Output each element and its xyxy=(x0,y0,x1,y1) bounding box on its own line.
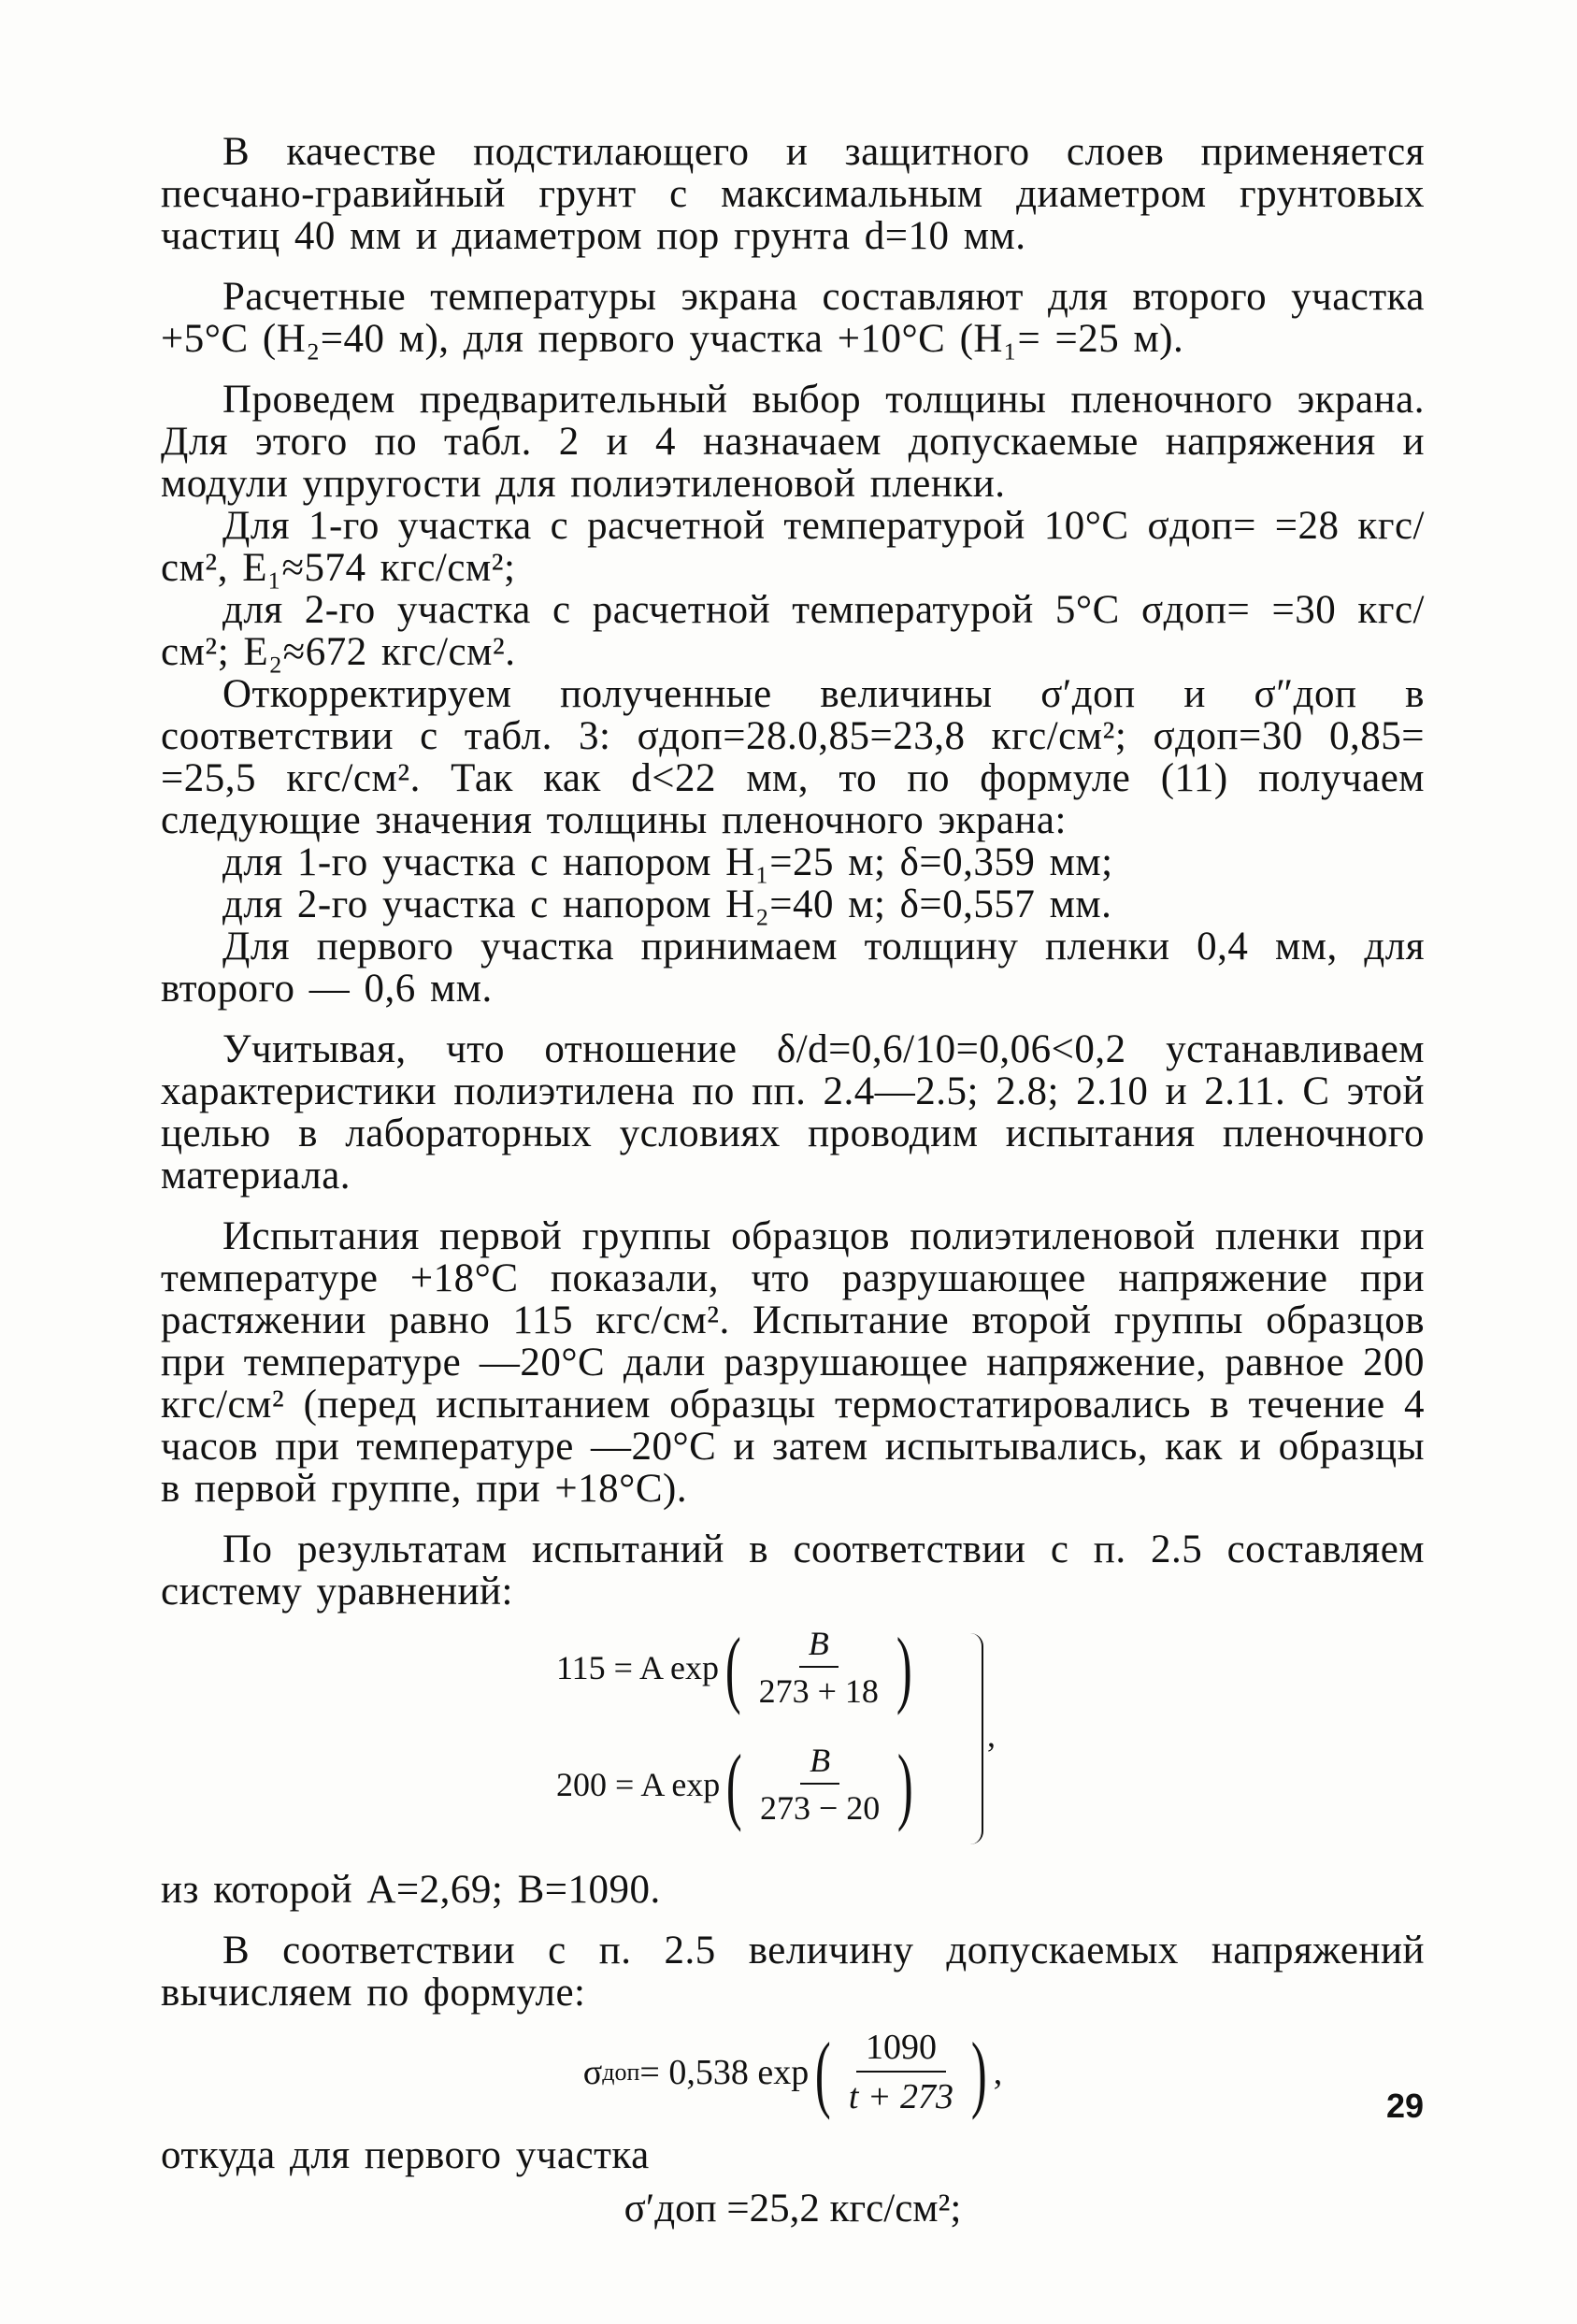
sigma-symbol: σ xyxy=(582,2052,603,2092)
denominator: t + 273 xyxy=(848,2077,954,2116)
paragraph: В соответствии с п. 2.5 величину допускаемых напряжений вычисляем по формуле: xyxy=(161,1929,1425,2015)
paragraph: откуда для первого участка xyxy=(161,2133,650,2177)
page-body xyxy=(161,131,1425,2231)
paragraph: Расчетные температуры экрана составляют для второго участка +5°С (H₂=40 м), для первого участка +10°С (H₁= =25 м). xyxy=(161,275,1425,361)
equation-system xyxy=(161,1619,1425,1858)
sigma-subscript: доп xyxy=(602,2058,640,2086)
numerator: B xyxy=(800,1741,839,1785)
paragraph: По результатам испытаний в соответствии с п. 2.5 составляем систему уравнений: xyxy=(161,1528,1425,1614)
stress-formula xyxy=(161,2024,1425,2120)
paragraph: Проведем предварительный выбор толщины пленочного экрана. Для этого по табл. 2 и 4 назначаем допускаемые напряжения и модули упругости для полиэтиленовой пленки. xyxy=(161,378,1425,506)
left-paren: ( xyxy=(815,2024,831,2120)
system-brace xyxy=(967,1633,983,1844)
equation-lhs: 115 = A exp xyxy=(556,1648,719,1686)
result-line: σ′доп =25,2 кгс/см²; xyxy=(624,2187,962,2231)
paragraph: Испытания первой группы образцов полиэтиленовой пленки при температуре +18°С показали, что разрушающее напряжение при растяжении равно 115 кгс/см². Испытание второй группы образцов при температуре —20°С дали разрушающее напряжение, равное 200 кгс/см² (перед испытанием образцы термостатировались в течение 4 часов при температуре —20°С и затем испытывались, как и образцы в первой группе, при +18°С). xyxy=(161,1214,1425,1511)
paragraph: для 2-го участка с напором H₂=40 м; δ=0,557 мм. xyxy=(222,882,1112,926)
equation-lhs: 200 = A exp xyxy=(556,1765,721,1803)
equation-1 xyxy=(556,1619,919,1715)
paragraph: для 1-го участка с напором H₁=25 м; δ=0,359 мм; xyxy=(222,840,1113,884)
paragraph: Откорректируем полученные величины σ′доп и σ″доп в соответствии с табл. 3: σдоп=28.0,85=23,8 кгс/см²; σдоп=30 0,85= =25,5 кгс/см². Так как d<22 мм, то по формуле (11) получаем следующие значения толщины пленочного экрана: xyxy=(161,672,1425,842)
paragraph: В качестве подстилающего и защитного слоев применяется песчано-гравийный грунт с максимальным диаметром грунтовых частиц 40 мм и диаметром пор грунта d=10 мм. xyxy=(161,130,1425,258)
denominator: 273 + 18 xyxy=(758,1672,879,1710)
fraction xyxy=(750,1624,888,1711)
paragraph: Для первого участка принимаем толщину пленки 0,4 мм, для второго — 0,6 мм. xyxy=(161,925,1425,1011)
right-paren: ) xyxy=(896,1619,912,1715)
right-paren: ) xyxy=(970,2024,987,2120)
fraction xyxy=(751,1741,889,1828)
right-paren: ) xyxy=(897,1736,914,1832)
paragraph: Учитывая, что отношение δ/d=0,6/10=0,06<0,2 устанавливаем характеристики полиэтилена по пп. 2.4—2.5; 2.8; 2.10 и 2.11. С этой целью в лабораторных условиях проводим испытания пленочного материала. xyxy=(161,1027,1425,1198)
paragraph: Для 1-го участка с расчетной температурой 10°С σдоп= =28 кгс/см², E₁≈574 кгс/см²; xyxy=(161,504,1425,590)
formula-comma: , xyxy=(993,2052,1003,2092)
page-number: 29 xyxy=(1386,2087,1425,2125)
equation-2 xyxy=(556,1736,920,1832)
numerator: 1090 xyxy=(856,2027,946,2073)
numerator: B xyxy=(799,1624,839,1668)
paragraph: для 2-го участка с расчетной температурой 5°С σдоп= =30 кгс/см²; E₂≈672 кгс/см². xyxy=(161,588,1425,674)
left-paren: ( xyxy=(724,1619,741,1715)
denominator: 273 − 20 xyxy=(759,1789,881,1827)
formula-rhs: = 0,538 exp xyxy=(639,2052,810,2092)
left-paren: ( xyxy=(726,1736,743,1832)
fraction xyxy=(839,2027,963,2117)
paragraph: из которой A=2,69; B=1090. xyxy=(161,1868,661,1912)
